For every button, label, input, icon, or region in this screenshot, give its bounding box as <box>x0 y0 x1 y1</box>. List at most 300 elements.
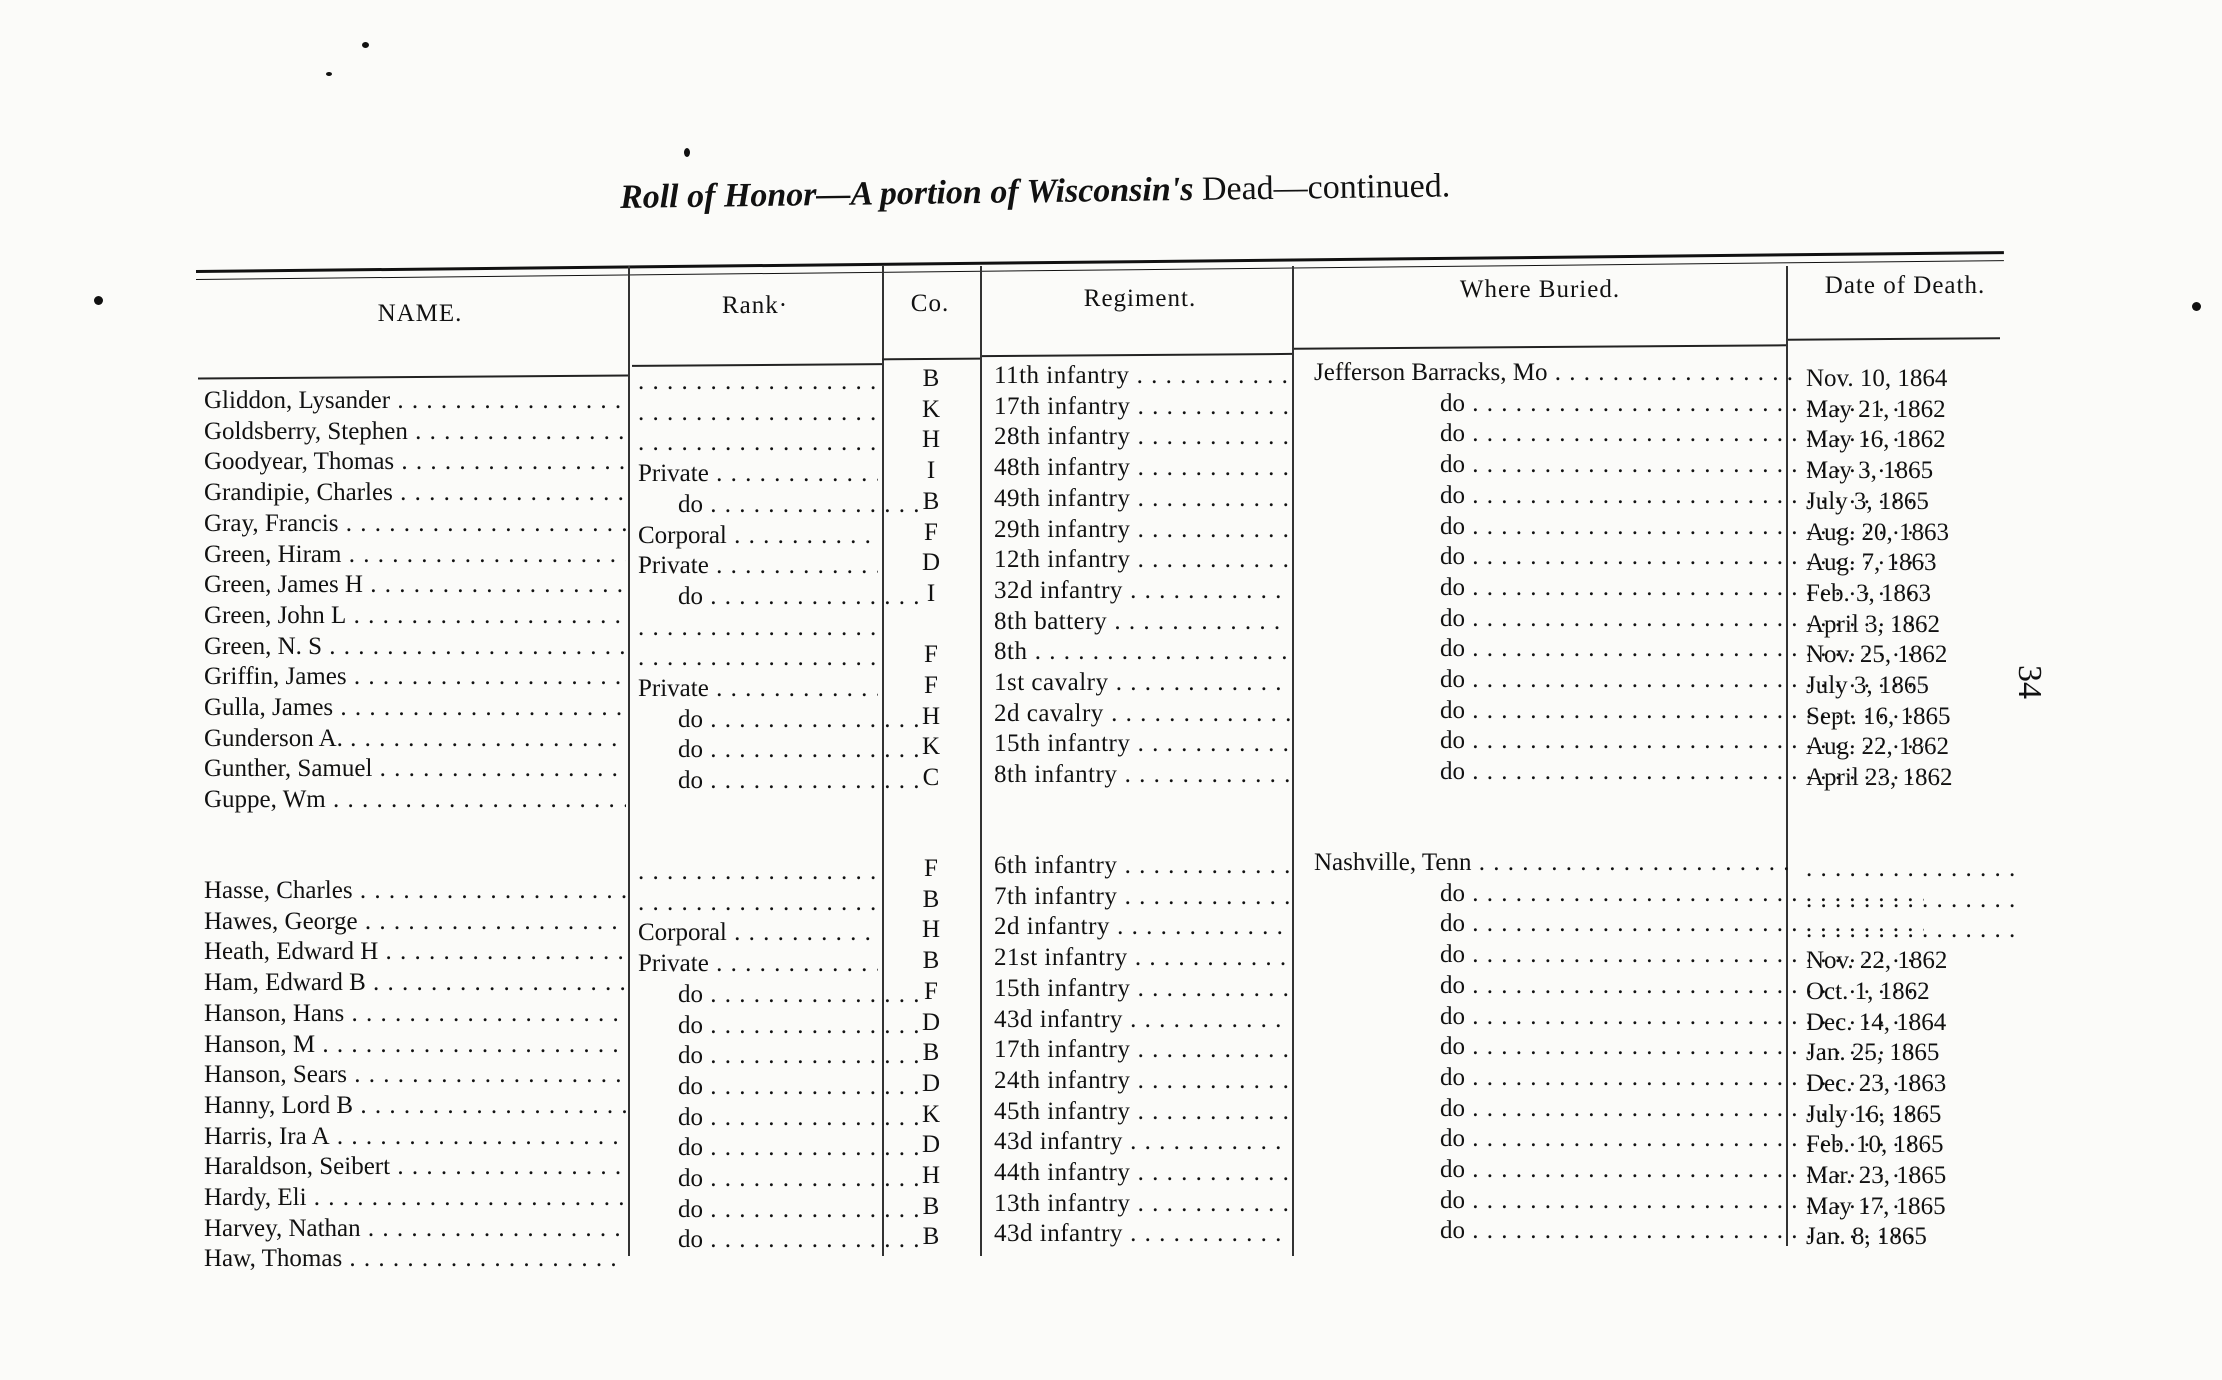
cell-rank <box>638 766 918 796</box>
name-text: Green, John L <box>204 601 347 629</box>
leader-dots <box>408 418 626 445</box>
cell-co <box>884 1130 978 1160</box>
co-text: H <box>921 1162 941 1189</box>
leader-dots <box>322 633 626 660</box>
regiment-text: 29th infantry <box>994 515 1131 543</box>
co-text: H <box>921 426 941 454</box>
print-speck <box>362 42 369 48</box>
cell-co <box>884 364 978 394</box>
regiment-text: 8th battery <box>994 607 1108 635</box>
name-text: Harris, Ira A <box>204 1122 330 1150</box>
leader-dots <box>342 1245 626 1272</box>
name-text: Hasse, Charles <box>204 877 353 904</box>
buried-text: do <box>1440 1033 1465 1061</box>
page-title <box>620 165 1620 217</box>
cell-co <box>884 977 978 1007</box>
cell-regiment <box>994 974 1290 1004</box>
leader-dots <box>378 938 626 965</box>
title-italic: Roll of Honor—A portion of Wisconsin's <box>619 170 1194 216</box>
cell-name <box>204 662 626 692</box>
cell-co <box>884 1222 978 1252</box>
co-text: D <box>921 549 941 577</box>
leader-dots <box>353 877 626 904</box>
co-text: H <box>921 916 941 944</box>
name-text: Hanny, Lord B <box>204 1091 354 1119</box>
rank-text: Private <box>638 552 709 580</box>
leader-dots <box>344 1000 626 1027</box>
regiment-text: 17th infantry <box>994 1036 1131 1064</box>
cell-regiment <box>994 484 1290 514</box>
cell-co <box>884 915 978 945</box>
name-text: Griffin, James <box>204 663 347 691</box>
co-text: B <box>922 487 940 515</box>
leader-dots <box>1129 362 1290 389</box>
header-underline-date <box>1788 337 2000 340</box>
cell-co <box>884 946 978 976</box>
regiment-text: 28th infantry <box>994 423 1131 451</box>
cell-regiment <box>994 851 1290 881</box>
cell-name <box>204 540 626 570</box>
cell-name <box>204 876 626 906</box>
rank-text: do <box>678 767 703 795</box>
cell-co <box>884 732 978 762</box>
rank-text: do <box>678 1134 703 1162</box>
cell-co <box>884 671 978 701</box>
buried-text: do <box>1440 879 1465 907</box>
leader-dots <box>1130 1098 1290 1125</box>
cell-regiment <box>994 760 1290 790</box>
header-underline-regiment <box>982 353 1292 357</box>
name-text: Green, N. S <box>204 632 323 660</box>
regiment-text: 43d infantry <box>994 1220 1123 1248</box>
buried-text: do <box>1440 1125 1465 1153</box>
leader-dots <box>1130 1190 1290 1217</box>
leader-dots <box>1130 485 1290 512</box>
name-text: Hanson, Sears <box>204 1061 348 1089</box>
leader-dots <box>1130 975 1290 1002</box>
leader-dots <box>358 908 626 935</box>
buried-text: do <box>1440 1002 1465 1030</box>
cell-co <box>884 1100 978 1130</box>
leader-dots <box>1117 883 1290 910</box>
leader-dots <box>1548 359 1799 386</box>
name-text: Haraldson, Seibert <box>204 1153 391 1181</box>
leader-dots <box>1130 1036 1290 1063</box>
cell-rank <box>638 918 878 948</box>
co-text: D <box>921 1008 941 1036</box>
header-rank: Rank· <box>721 292 789 319</box>
date-text: Aug. 20, 1863 <box>1806 518 1950 546</box>
print-speck <box>684 148 690 157</box>
cell-name <box>204 1091 626 1121</box>
leader-dots <box>346 602 626 629</box>
regiment-text: 48th infantry <box>994 454 1131 482</box>
cell-co <box>884 702 978 732</box>
cell-name <box>204 999 626 1029</box>
cell-rank <box>638 521 878 551</box>
rank-text: Private <box>638 460 709 488</box>
co-text: B <box>922 947 940 975</box>
cell-name <box>204 693 626 723</box>
regiment-text: 8th <box>994 638 1028 666</box>
cell-rank <box>638 459 878 489</box>
cell-name <box>204 1214 626 1244</box>
date-text: April 23, 1862 <box>1806 764 1953 792</box>
buried-text: do <box>1440 573 1465 601</box>
date-text: Aug. 7, 1863 <box>1806 549 1937 577</box>
leader-dots <box>1130 1067 1290 1094</box>
regiment-text: 43d infantry <box>994 1005 1123 1033</box>
rank-text: do <box>678 582 703 610</box>
cell-co <box>884 1038 978 1068</box>
rank-text: do <box>678 1011 703 1039</box>
cell-regiment <box>994 361 1290 391</box>
leader-dots <box>1123 577 1290 604</box>
co-text: F <box>924 518 938 546</box>
header-underline-buried <box>1294 344 1786 349</box>
rank-text: do <box>678 1103 703 1131</box>
buried-text: Jefferson Barracks, Mo <box>1314 359 1548 386</box>
date-text: Mar. 23, 1865 <box>1806 1162 1947 1189</box>
regiment-text: 13th infantry <box>994 1189 1131 1217</box>
leader-dots <box>638 368 878 395</box>
cell-rank <box>638 1072 918 1102</box>
cell-rank <box>638 1133 918 1163</box>
rank-text: do <box>678 1195 703 1223</box>
leader-dots <box>638 644 878 671</box>
cell-co <box>884 1069 978 1099</box>
leader-dots <box>1130 454 1290 481</box>
buried-text: do <box>1440 941 1465 969</box>
leader-dots <box>709 675 878 702</box>
rank-text: do <box>678 705 703 733</box>
buried-text: do <box>1440 1063 1465 1091</box>
cell-name <box>204 907 626 937</box>
name-text: Hawes, George <box>204 907 358 935</box>
buried-text: do <box>1440 910 1465 938</box>
leader-dots <box>727 522 878 549</box>
date-text: Feb. 3, 1863 <box>1806 579 1931 607</box>
co-text: I <box>926 457 936 485</box>
name-text: Green, James H <box>204 571 363 599</box>
date-text: Aug. 22, 1862 <box>1806 733 1950 761</box>
cell-co <box>884 548 978 578</box>
date-text: May 16, 1862 <box>1806 426 1946 454</box>
cell-co <box>884 487 978 517</box>
cell-name <box>204 386 626 416</box>
cell-date <box>1800 763 2020 793</box>
leader-dots <box>347 663 626 690</box>
cell-regiment <box>994 699 1290 729</box>
name-text: Ham, Edward B <box>204 969 366 997</box>
leader-dots <box>393 479 626 506</box>
cell-name <box>204 417 626 447</box>
regiment-text: 7th infantry <box>994 882 1118 910</box>
buried-text: do <box>1440 481 1465 509</box>
regiment-text: 2d infantry <box>994 913 1110 941</box>
cell-rank <box>638 1041 918 1071</box>
cell-rank <box>638 1225 918 1255</box>
cell-regiment <box>994 1066 1290 1096</box>
cell-name <box>204 1152 626 1182</box>
cell-name <box>204 601 626 631</box>
cell-date <box>1800 1222 2020 1252</box>
co-text: B <box>922 365 940 392</box>
leader-dots <box>1130 423 1290 450</box>
cell-rank <box>638 735 918 765</box>
cell-rank <box>638 1195 918 1225</box>
leader-dots <box>1130 516 1290 543</box>
leader-dots <box>330 1123 626 1150</box>
leader-dots <box>1123 1006 1290 1033</box>
leader-dots <box>343 725 626 752</box>
cell-co <box>884 456 978 486</box>
header-date: Date of Death. <box>1824 272 1986 299</box>
regiment-text: 17th infantry <box>994 392 1131 420</box>
buried-text: do <box>1440 696 1465 724</box>
regiment-text: 8th infantry <box>994 761 1118 789</box>
cell-regiment <box>994 1097 1290 1127</box>
leader-dots <box>1104 700 1290 727</box>
print-speck <box>326 72 332 76</box>
title-dead: Dead <box>1193 169 1274 208</box>
cell-regiment <box>994 912 1290 942</box>
regiment-text: 15th infantry <box>994 730 1131 758</box>
cell-rank <box>638 367 878 397</box>
rank-text: do <box>678 1165 703 1192</box>
date-text: Dec. 23, 1863 <box>1806 1069 1947 1097</box>
rank-text: Private <box>638 950 709 978</box>
header-regiment: Regiment. <box>1083 285 1197 312</box>
cell-regiment <box>994 515 1290 545</box>
co-text: B <box>922 1039 940 1067</box>
cell-co <box>884 1192 978 1222</box>
date-text: Oct. 1, 1862 <box>1806 977 1930 1005</box>
buried-text: do <box>1440 1156 1465 1183</box>
print-speck <box>2192 302 2201 311</box>
cell-name <box>204 478 626 508</box>
cell-rank <box>638 613 878 643</box>
cell-regiment <box>994 607 1290 637</box>
col-divider-co <box>980 266 982 1256</box>
regiment-text: 45th infantry <box>994 1097 1131 1125</box>
leader-dots <box>390 387 626 414</box>
buried-text: do <box>1440 666 1465 693</box>
cell-name <box>204 785 626 815</box>
co-text: B <box>922 1192 940 1220</box>
leader-dots <box>638 614 878 641</box>
rank-text: do <box>678 980 703 1008</box>
date-text: Nov. 25, 1862 <box>1806 641 1948 669</box>
co-text: H <box>921 702 941 730</box>
cell-regiment <box>994 882 1290 912</box>
cell-rank <box>638 398 878 428</box>
buried-text: do <box>1440 1094 1465 1122</box>
rank-text: do <box>678 1042 703 1070</box>
leader-dots <box>1117 852 1290 879</box>
print-speck <box>94 296 103 305</box>
date-text: Sept. 16, 1865 <box>1806 702 1951 730</box>
leader-dots <box>353 1092 626 1119</box>
co-text: F <box>924 641 938 669</box>
rank-text: do <box>678 736 703 764</box>
regiment-text: 24th infantry <box>994 1066 1131 1094</box>
regiment-text: 6th infantry <box>994 852 1118 879</box>
cell-name <box>204 724 626 754</box>
col-divider-regiment <box>1292 266 1294 1256</box>
cell-regiment <box>994 392 1290 422</box>
cell-name <box>204 1244 626 1274</box>
regiment-text: 15th infantry <box>994 974 1131 1002</box>
co-text: K <box>921 1100 941 1128</box>
leader-dots <box>326 786 626 813</box>
date-text: July 3, 1865 <box>1806 487 1929 515</box>
leader-dots <box>709 950 878 977</box>
leader-dots <box>638 889 878 916</box>
buried-text: do <box>1440 604 1465 632</box>
rank-text: do <box>678 490 703 518</box>
co-text: F <box>924 855 938 882</box>
name-text: Guppe, Wm <box>204 786 326 814</box>
name-text: Gulla, James <box>204 694 334 721</box>
cell-regiment <box>994 729 1290 759</box>
cell-regiment <box>994 1035 1290 1065</box>
cell-rank <box>638 582 918 612</box>
leader-dots <box>333 694 626 721</box>
cell-co <box>884 425 978 455</box>
leader-dots <box>1128 944 1290 971</box>
leader-dots <box>1107 608 1290 635</box>
date-text: Jan. 25, 1865 <box>1806 1039 1940 1067</box>
leader-dots <box>1130 393 1290 420</box>
co-text: F <box>924 977 938 1005</box>
date-text: Dec. 14, 1864 <box>1806 1008 1947 1036</box>
page-number: 34 <box>2011 665 2048 699</box>
name-text: Hanson, M <box>204 1030 316 1058</box>
leader-dots <box>709 552 878 579</box>
buried-text: do <box>1440 543 1465 571</box>
buried-text: do <box>1440 1186 1465 1214</box>
cell-name <box>204 754 626 784</box>
cell-regiment <box>994 1189 1290 1219</box>
regiment-text: 44th infantry <box>994 1159 1131 1186</box>
co-text: B <box>922 1223 940 1251</box>
cell-co <box>884 854 978 884</box>
name-text: Hardy, Eli <box>204 1184 307 1211</box>
col-divider-name <box>628 266 630 1256</box>
cell-name <box>204 1183 626 1213</box>
cell-co <box>884 885 978 915</box>
leader-dots <box>1123 1220 1290 1247</box>
cell-name <box>204 968 626 998</box>
header-underline-name <box>198 374 628 379</box>
leader-dots <box>1027 638 1290 665</box>
co-text: C <box>922 764 940 792</box>
cell-name <box>204 509 626 539</box>
leader-dots <box>1123 1128 1290 1155</box>
leader-dots <box>1117 761 1290 788</box>
cell-rank <box>638 1164 918 1194</box>
leader-dots <box>394 448 626 475</box>
buried-text: do <box>1440 1217 1465 1245</box>
date-text: Nov. 22, 1862 <box>1806 947 1948 975</box>
buried-text: do <box>1440 635 1465 663</box>
leader-dots <box>307 1184 626 1211</box>
cell-co <box>884 763 978 793</box>
leader-dots <box>638 399 878 426</box>
regiment-text: 21st infantry <box>994 944 1128 972</box>
cell-name <box>204 1030 626 1060</box>
cell-regiment <box>994 453 1290 483</box>
cell-name <box>204 447 626 477</box>
cell-regiment <box>994 422 1290 452</box>
name-text: Grandipie, Charles <box>204 479 393 507</box>
co-text: F <box>924 672 938 699</box>
leader-dots <box>727 919 878 946</box>
date-text: May 3, 1865 <box>1806 457 1934 485</box>
leader-dots <box>638 429 878 456</box>
date-text: Jan. 8, 1865 <box>1806 1223 1927 1251</box>
regiment-text: 49th infantry <box>994 484 1131 512</box>
co-text: K <box>921 733 941 761</box>
buried-text: do <box>1440 389 1465 417</box>
name-text: Gray, Francis <box>204 509 339 537</box>
leader-dots <box>361 1215 626 1242</box>
cell-regiment <box>994 637 1290 667</box>
cell-rank <box>638 551 878 581</box>
name-text: Heath, Edward H <box>204 938 379 966</box>
cell-rank <box>638 857 878 887</box>
rank-text: Corporal <box>638 521 727 549</box>
buried-text: do <box>1440 971 1465 999</box>
buried-text: do <box>1440 420 1465 448</box>
leader-dots <box>372 755 626 782</box>
leader-dots <box>638 858 878 885</box>
date-text: July 3, 1865 <box>1806 672 1929 699</box>
name-text: Gunderson A. <box>204 724 343 752</box>
leader-dots <box>1130 730 1290 757</box>
cell-rank <box>638 428 878 458</box>
regiment-text: 32d infantry <box>994 576 1123 604</box>
buried-text: do <box>1440 758 1465 786</box>
leader-dots <box>315 1031 626 1058</box>
title-continued: —continued. <box>1273 167 1451 207</box>
cell-rank <box>638 1103 918 1133</box>
cell-name <box>204 1060 626 1090</box>
co-text: D <box>921 1131 941 1159</box>
cell-co <box>884 1161 978 1191</box>
name-text: Harvey, Nathan <box>204 1214 361 1242</box>
name-text: Goodyear, Thomas <box>204 448 395 476</box>
co-text: D <box>921 1069 941 1097</box>
regiment-text: 43d infantry <box>994 1128 1123 1156</box>
name-text: Hanson, Hans <box>204 999 345 1027</box>
header-buried: Where Buried. <box>1459 276 1621 303</box>
header-name: NAME. <box>377 300 463 327</box>
cell-co <box>884 395 978 425</box>
name-text: Green, Hiram <box>204 540 342 568</box>
name-text: Gunther, Samuel <box>204 755 373 783</box>
cell-rank <box>638 643 878 673</box>
cell-name <box>204 937 626 967</box>
co-text: B <box>922 885 940 913</box>
buried-text: Nashville, Tenn <box>1314 849 1472 876</box>
cell-rank <box>638 888 878 918</box>
leader-dots <box>390 1153 626 1180</box>
cell-buried <box>1300 848 1798 878</box>
date-text: Nov. 10, 1864 <box>1806 365 1948 392</box>
leader-dots <box>366 969 626 996</box>
